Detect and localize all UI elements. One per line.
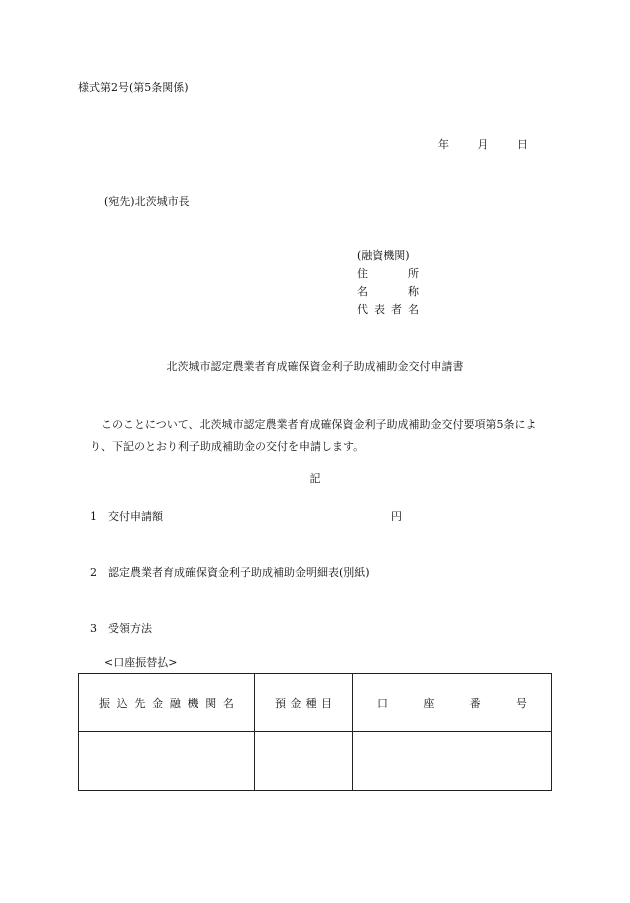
header-char: 号	[515, 696, 527, 710]
header-char: 機	[187, 696, 199, 710]
item-3	[90, 622, 152, 635]
account-number-cell[interactable]	[353, 732, 552, 791]
item-text: 交付申請額	[108, 510, 163, 523]
label-char: 称	[408, 285, 419, 298]
name-label	[357, 285, 419, 303]
label-char: 名	[357, 285, 368, 298]
body-sentence: このことについて、北茨城市認定農業者育成確保資金利子助成補助金交付要項第5条により、下記のとおり利子助成補助金の交付を申請します。	[90, 418, 537, 453]
header-char: 名	[222, 696, 234, 710]
header-deposit-type	[255, 674, 353, 732]
date-year: 年	[438, 138, 449, 151]
header-char: 番	[469, 696, 481, 710]
item-text: 受領方法	[108, 622, 152, 635]
label-char: 者	[391, 303, 402, 316]
item-number: 1	[90, 510, 97, 523]
item-1	[90, 510, 163, 523]
address-label	[357, 267, 419, 285]
label-char: 名	[408, 303, 419, 316]
applicant-name-row	[357, 285, 419, 303]
item-number: 2	[90, 566, 97, 579]
date-month: 月	[477, 138, 489, 151]
body-text	[90, 414, 550, 458]
header-char: 座	[423, 696, 435, 710]
yen-unit: 円	[391, 510, 402, 523]
applicant-heading: (融資機関)	[357, 249, 410, 262]
label-char: 代	[357, 303, 368, 316]
item-text: 認定農業者育成確保資金利子助成補助金明細表(別紙)	[108, 566, 370, 579]
bank-name-cell[interactable]	[79, 732, 255, 791]
header-bank-name	[79, 674, 255, 732]
label-char: 所	[408, 267, 419, 280]
header-char: 先	[134, 696, 146, 710]
header-char: 込	[116, 696, 128, 710]
date-line	[438, 138, 528, 151]
form-number: 様式第2号(第5条関係)	[78, 81, 189, 94]
label-char: 表	[374, 303, 385, 316]
header-char: 種	[305, 696, 317, 710]
header-char: 金	[152, 696, 164, 710]
table-header-row	[79, 674, 552, 732]
ki-marker: 記	[309, 472, 321, 485]
label-char: 住	[357, 267, 368, 280]
header-char: 口	[377, 696, 388, 710]
header-account-number	[353, 674, 552, 732]
account-table	[78, 673, 552, 791]
item-number: 3	[90, 622, 97, 635]
item-2	[90, 566, 370, 579]
date-day: 日	[517, 138, 528, 151]
applicant-block	[357, 249, 419, 321]
applicant-address-row	[357, 267, 419, 285]
applicant-representative-row	[357, 303, 419, 321]
header-char: 関	[205, 696, 217, 710]
addressee: (宛先)北茨城市長	[104, 195, 190, 208]
header-char: 金	[290, 696, 302, 710]
document-title: 北茨城市認定農業者育成確保資金利子助成補助金交付申請書	[166, 360, 464, 373]
header-char: 預	[275, 696, 286, 710]
header-char: 目	[320, 696, 332, 710]
header-char: 融	[169, 696, 181, 710]
deposit-type-cell[interactable]	[255, 732, 353, 791]
table-row	[79, 732, 552, 791]
transfer-heading: <口座振替払>	[104, 656, 178, 669]
header-char: 振	[99, 696, 110, 710]
representative-label	[357, 303, 419, 321]
